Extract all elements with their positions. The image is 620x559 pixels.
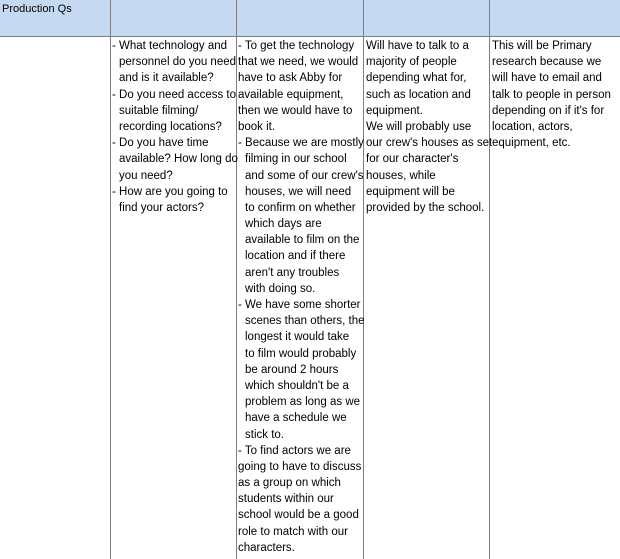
answer-line: available equipment, — [238, 88, 344, 101]
research-line: This will be Primary — [492, 40, 592, 52]
research-cell — [490, 37, 620, 559]
question-line: - Do you need access to — [112, 88, 237, 101]
question-line: suitable filming/ — [119, 104, 199, 117]
research-line: location, actors, — [492, 120, 573, 133]
question-line: and is it available? — [119, 72, 214, 85]
answer-line: - We have some shorter — [238, 299, 361, 311]
answer-line: scenes than others, the — [245, 315, 365, 328]
question-line: available? How long do — [119, 153, 238, 166]
question-line: - Do you have time — [112, 137, 209, 150]
research-line: depending on if it's for — [492, 104, 605, 117]
answer-line: location and if there — [245, 250, 346, 263]
notes-line: such as location and — [366, 88, 471, 101]
answer-line: houses, we will need — [245, 185, 352, 198]
body-cell-1 — [0, 37, 111, 559]
answer-line: with doing so. — [245, 282, 316, 295]
answer-line: aren't any troubles — [245, 266, 340, 279]
answer-line: which days are — [245, 218, 322, 231]
answer-line: as a group on which — [238, 477, 341, 490]
answer-line: then we would have to — [238, 104, 353, 117]
answer-line: students within our — [238, 493, 334, 506]
answer-line: - To get the technology — [238, 40, 355, 52]
production-qs-label: Production Qs — [2, 3, 72, 15]
answer-line: to film would probably — [245, 347, 357, 360]
answers-cell — [237, 37, 364, 559]
answer-line: stick to. — [245, 428, 284, 441]
notes-line: equipment will be — [366, 185, 455, 198]
answer-line: and some of our crew's — [245, 169, 364, 182]
answer-line: - To find actors we are — [238, 444, 351, 457]
answer-line: longest it would take — [245, 331, 350, 344]
notes-line: depending what for, — [366, 72, 467, 85]
question-line: recording locations? — [119, 120, 222, 133]
header-cell-4 — [364, 0, 490, 37]
research-line: will have to email and — [492, 72, 602, 85]
question-line: you need? — [119, 169, 173, 182]
answer-line: characters. — [238, 541, 295, 554]
header-cell-5 — [490, 0, 620, 37]
answer-line: have to ask Abby for — [238, 72, 343, 85]
notes-cell — [364, 37, 493, 559]
research-line: equipment, etc. — [492, 137, 571, 150]
notes-line: provided by the school. — [366, 201, 485, 214]
answer-line: which shouldn't be a — [245, 379, 349, 392]
answer-line: book it. — [238, 120, 276, 133]
questions-cell — [111, 37, 237, 559]
question-line: - What technology and — [112, 40, 228, 52]
header-cell-production-qs — [0, 0, 111, 37]
answer-line: to confirm on whether — [245, 201, 356, 214]
answer-line: role to match with our — [238, 525, 348, 538]
answer-line: - Because we are mostly — [238, 137, 364, 150]
notes-line: houses, while — [366, 169, 436, 182]
answer-line: filming in our school — [245, 153, 347, 166]
notes-line: for our character's — [366, 153, 459, 166]
header-cell-3 — [237, 0, 364, 37]
notes-line: equipment. — [366, 104, 423, 117]
notes-line: Will have to talk to a — [366, 40, 469, 52]
answer-line: school would be a good — [238, 509, 359, 522]
answer-line: problem as long as we — [245, 396, 361, 409]
question-line: - How are you going to — [112, 185, 228, 198]
question-line: personnel do you need — [119, 56, 237, 69]
answer-line: have a schedule we — [245, 412, 347, 425]
notes-line: We will probably use — [366, 120, 472, 133]
answer-line: going to have to discuss — [238, 460, 362, 473]
notes-line: our crew's houses as set — [366, 137, 493, 150]
notes-line: majority of people — [366, 56, 457, 69]
question-line: find your actors? — [119, 201, 205, 214]
research-line: research because we — [492, 56, 602, 69]
answer-line: that we need, we would — [238, 56, 359, 69]
research-line: talk to people in person — [492, 88, 611, 101]
header-cell-2 — [111, 0, 237, 37]
answer-line: be around 2 hours — [245, 363, 339, 376]
answer-line: available to film on the — [245, 234, 360, 247]
